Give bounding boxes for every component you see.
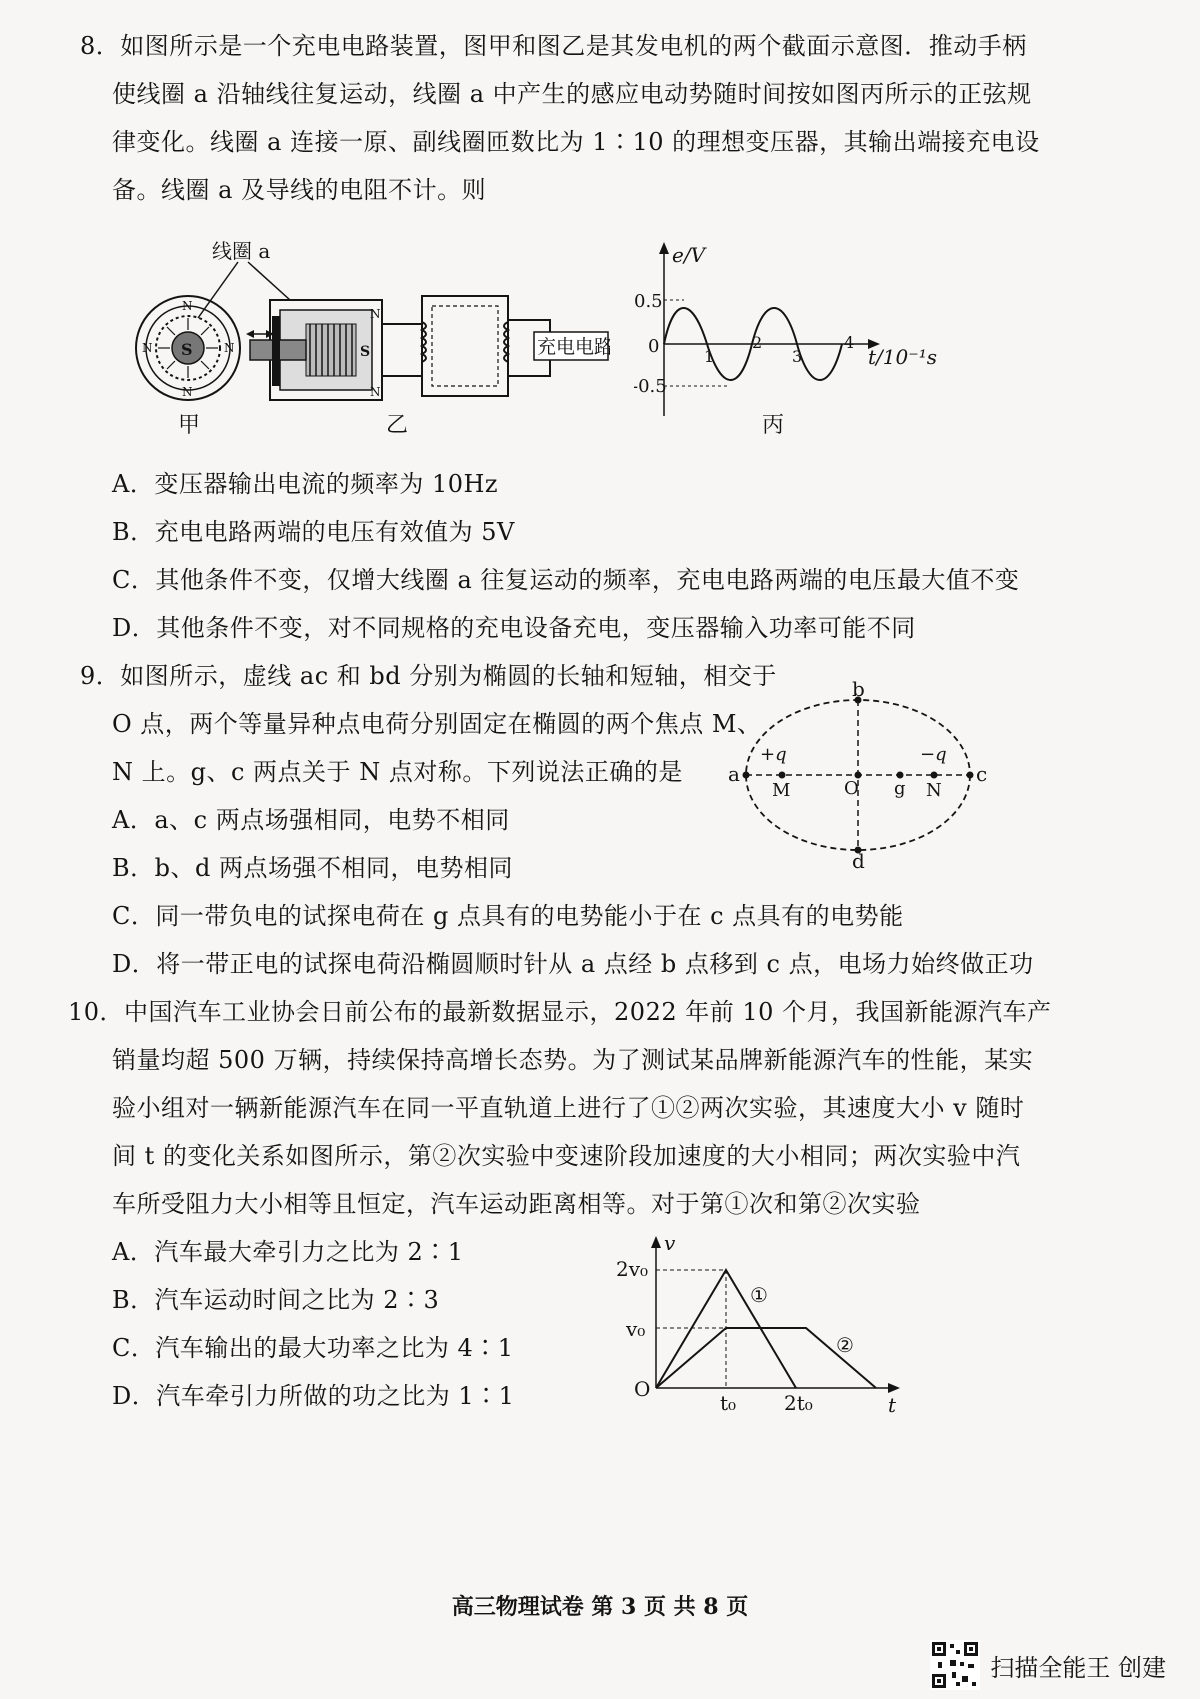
graph-y-pos: 0.5 [634,291,663,312]
curve-2-label: ② [836,1333,854,1357]
page-footer: 高三物理试卷 第 3 页 共 8 页 [451,1594,749,1620]
svg-text:N: N [370,307,381,321]
coil-label: 线圈 a [212,239,271,263]
vt-xlabel: t [888,1393,897,1417]
vt-origin: O [634,1377,651,1401]
q9-option-b: B．b、d 两点场强不相同，电势相同 [112,854,513,882]
q9-line-2: O 点，两个等量异种点电荷分别固定在椭圆的两个焦点 M、 [112,710,762,738]
svg-text:2: 2 [752,333,763,352]
svg-text:4: 4 [844,333,855,352]
point-m: M [772,780,791,801]
q10-line-2: 销量均超 500 万辆，持续保持高增长态势。为了测试某品牌新能源汽车的性能，某实 [112,1046,1034,1074]
vt-ylabel: v [664,1231,676,1255]
charge-minus: −q [920,744,947,765]
svg-text:S: S [360,344,371,360]
q10-line-1: 10．中国汽车工业协会日前公布的最新数据显示，2022 年前 10 个月，我国新能源汽车产 [68,998,1052,1026]
svg-text:N: N [370,385,381,399]
q10-line-5: 车所受阻力大小相等且恒定，汽车运动距离相等。对于第①次和第②次实验 [112,1190,921,1218]
svg-text:N: N [182,385,193,399]
q9-option-c: C．同一带负电的试探电荷在 g 点具有的电势能小于在 c 点具有的电势能 [112,902,904,930]
vt-y-2v0: 2v₀ [616,1257,649,1281]
q8-option-d: D．其他条件不变，对不同规格的充电设备充电，变压器输入功率可能不同 [112,614,916,642]
caption-bing: 丙 [762,413,785,436]
q9-line-3: N 上。g、c 两点关于 N 点对称。下列说法正确的是 [112,758,683,786]
point-n: N [926,780,942,801]
q9-option-a: A．a、c 两点场强相同，电势不相同 [112,806,510,834]
point-o: O [844,778,859,799]
graph-xlabel: t/10⁻¹s [868,345,938,369]
q10-option-c: C．汽车输出的最大功率之比为 4∶1 [112,1334,514,1362]
svg-text:N: N [182,299,193,313]
point-g: g [894,778,906,799]
svg-text:1: 1 [704,347,715,366]
caption-jia: 甲 [178,413,201,436]
point-a: a [728,762,740,786]
vt-x-2t0: 2t₀ [784,1391,813,1415]
q8-line-4: 备。线圈 a 及导线的电阻不计。则 [112,176,487,204]
q8-emf-graph [634,236,964,436]
q10-line-3: 验小组对一辆新能源汽车在同一平直轨道上进行了①②两次实验，其速度大小 v 随时 [112,1094,1025,1122]
q10-option-b: B．汽车运动时间之比为 2∶3 [112,1286,440,1314]
graph-y-neg: -0.5 [634,376,667,397]
q8-line-1: 8．如图所示是一个充电电路装置，图甲和图乙是其发电机的两个截面示意图．推动手柄 [80,32,1027,60]
q8-line-3: 律变化。线圈 a 连接一原、副线圈匝数比为 1∶10 的理想变压器，其输出端接充电设 [112,128,1040,156]
point-b: b [852,680,865,701]
q8-generator-figure [130,236,610,436]
q8-option-b: B．充电电路两端的电压有效值为 5V [112,518,515,546]
point-c: c [976,762,988,786]
scanner-watermark [930,1640,1166,1690]
vt-y-v0: v₀ [626,1317,646,1341]
q10-vt-graph [600,1228,920,1418]
scanner-text: 扫描全能王 创建 [990,1653,1166,1682]
q8-line-2: 使线圈 a 沿轴线往复运动，线圈 a 中产生的感应电动势随时间按如图丙所示的正弦规 [112,80,1032,108]
graph-ylabel: e/V [672,243,706,267]
q9-option-d: D．将一带正电的试探电荷沿椭圆顺时针从 a 点经 b 点移到 c 点，电场力始终做正功 [112,950,1034,978]
point-d: d [852,849,865,870]
q10-option-d: D．汽车牵引力所做的功之比为 1∶1 [112,1382,515,1410]
charging-circuit-box: 充电电路 [537,336,610,358]
q10-option-a: A．汽车最大牵引力之比为 2∶1 [112,1238,464,1266]
magnet-s-label: S [181,340,193,359]
q10-line-4: 间 t 的变化关系如图所示，第②次实验中变速阶段加速度的大小相同；两次实验中汽 [112,1142,1021,1170]
q8-option-a: A．变压器输出电流的频率为 10Hz [112,470,499,498]
graph-origin: 0 [648,336,660,357]
q8-option-c: C．其他条件不变，仅增大线圈 a 往复运动的频率，充电电路两端的电压最大值不变 [112,566,1020,594]
caption-yi: 乙 [386,413,409,436]
charge-plus: +q [760,744,787,765]
curve-1-label: ① [750,1283,768,1307]
qr-code-icon [930,1640,980,1690]
svg-text:N: N [142,341,153,355]
q9-line-1: 9．如图所示，虚线 ac 和 bd 分别为椭圆的长轴和短轴，相交于 [80,662,777,690]
vt-x-t0: t₀ [720,1391,737,1415]
svg-text:3: 3 [792,347,803,366]
q9-ellipse-figure [720,680,1000,870]
svg-text:N: N [224,341,235,355]
